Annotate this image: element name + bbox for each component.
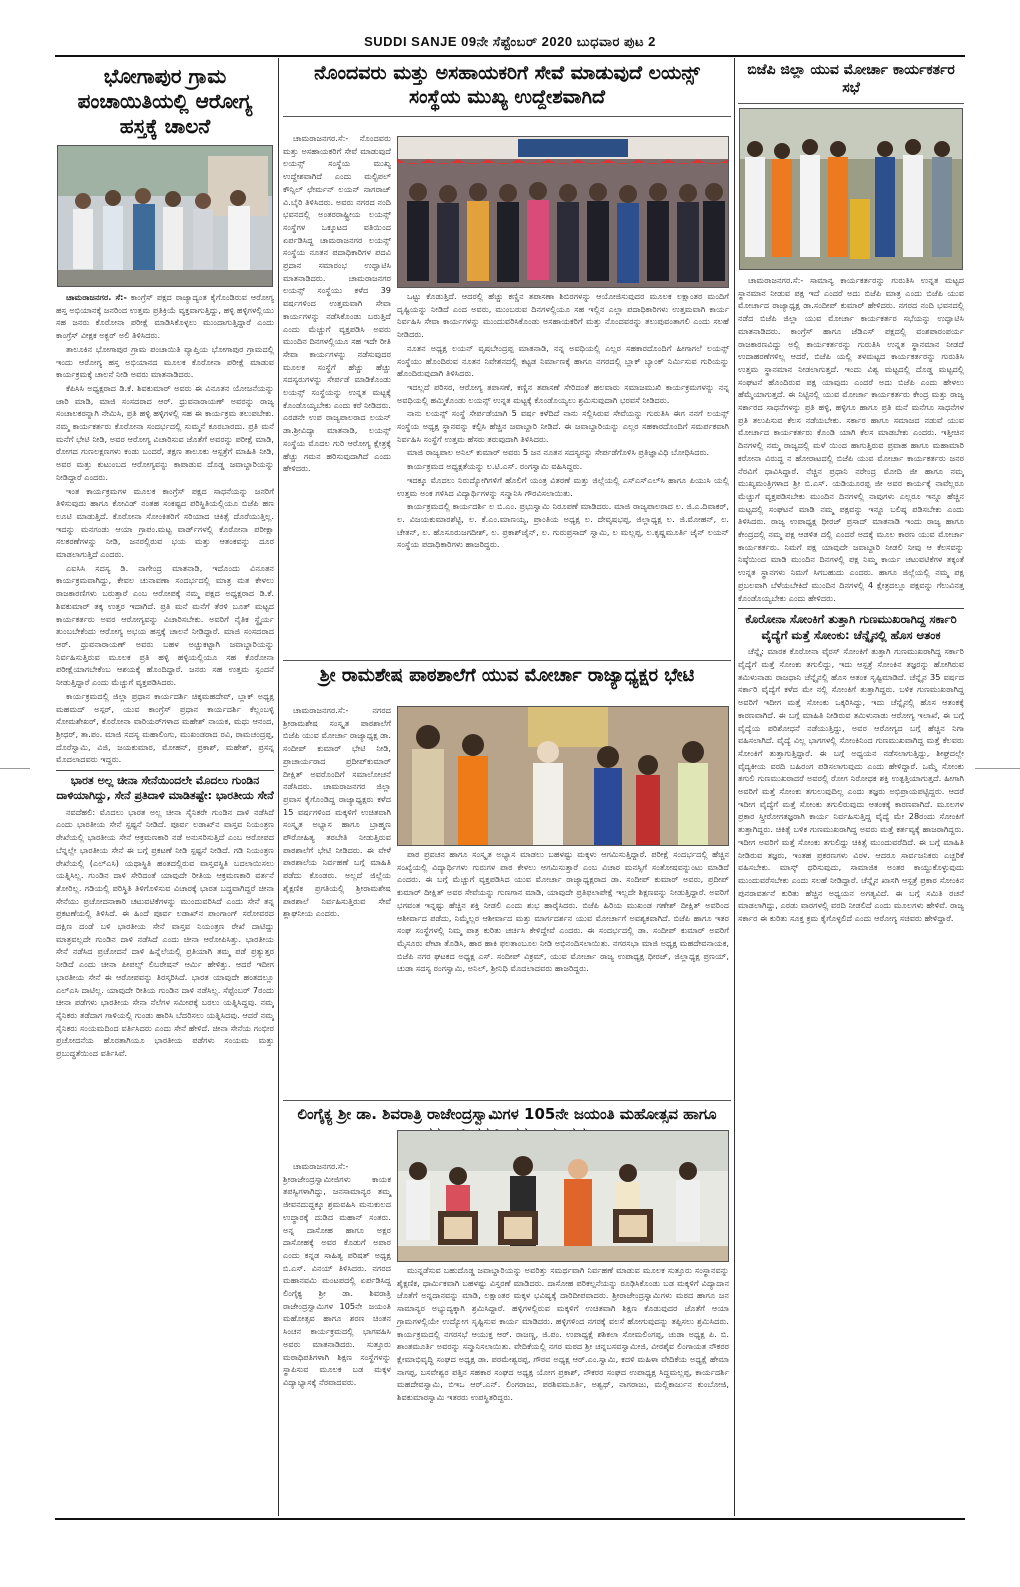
pathashala-right [397, 706, 729, 846]
lions-body-b6: ಕಾರ್ಯಕ್ರಮದ ಅಧ್ಯಕ್ಷತೆಯನ್ನು ಲ.ಟಿ.ಎಸ್. ರಂಗಸ್ವಾಮಿ ವಹಿಸಿದ್ದರು. [407, 461, 583, 472]
left-article [56, 291, 274, 766]
top-rule [55, 55, 965, 57]
morcha-meeting-photo [740, 109, 962, 269]
lions-event-photo [398, 137, 728, 287]
right-article [738, 274, 964, 604]
pathashala-col-d [397, 848, 729, 976]
shivarathri-right [397, 1130, 729, 1262]
left-body-5: ಎಐಸಿಸಿ ಸದಸ್ಯ ಡಿ. ನಾಗೇಂದ್ರ ಮಾತನಾಡಿ, ಇದೊಂದು ವಿನೂತನ ಕಾರ್ಯಕ್ರಮವಾಗಿದ್ದು, ಕೇವಲ ಚುನಾವಣಾ ಸಂದರ್ಭದಲ್ಲಿ ಮಾತ್ರ ಮತ ಕೇಳಲು ರಾಜಕಾರಣಿಗಳು ಬರುತ್ತಾರೆ ಎಂಬ ಆರೋಪಕ್ಕೆ ನಮ್ಮ ಪಕ್ಷದ ಅಧ್ಯಕ್ಷರಾದ ಡಿ.ಕೆ. ಶಿವಕುಮಾರ್ ತಕ್ಕ ಉತ್ತರ ಇದಾಗಿದೆ. ಪ್ರತಿ ಮನೆ ಮನೆಗೆ ತೆರಳಿ ಬೂತ್ ಮಟ್ಟದ ಕಾರ್ಯಕರ್ತರು ಅವರ ಆರೋಗ್ಯವನ್ನು ವಿಚಾರಿಸಬೇಕು. ಅವರಿಗೆ ನೈತಿಕ ಸ್ಥೈರ್ಯ ತುಂಬಬೇಕೆಂದು ಆರೋಗ್ಯ ಅಭಯ ಹಸ್ತಕ್ಕೆ ಚಾಲನೆ ನೀಡಿದ್ದಾರೆ. ಮಾಜಿ ಸಂಸದರಾದ ಆರ್. ಧ್ರುವನಾರಾಯಣ್ ಅವರು ಬಹಳ ಅಚ್ಚುಕಟ್ಟಾಗಿ ಜವಾಬ್ದಾರಿಯನ್ನು ನಿರ್ವಹಿಸುತ್ತಿರುವ ಮೂಲಕ ಪ್ರತಿ ಹಳ್ಳಿ ಹಳ್ಳಿಯಲ್ಲಿಯೂ ಸಹ ಕೊರೋನಾ ಪರೀಕ್ಷೆಯಾಗಬೇಕೆಂಬ ಆಶಯಕ್ಕೆ ಹೊಂದಿದ್ದಾರೆ. ಜನರು ಸಹ ಉತ್ತಮ ಸ್ಪಂದನೆ ನೀಡುತ್ತಿದ್ದಾರೆ ಎಂದು ಮೆಚ್ಚುಗೆ ವ್ಯಕ್ತಪಡಿಸಿದರು. [56, 562, 274, 688]
left-headline: ಭೋಗಾಪುರ ಗ್ರಾಮ ಪಂಚಾಯಿತಿಯಲ್ಲಿ ಆರೋಗ್ಯ ಹಸ್ತಕ್ಕೆ ಚಾಲನೆ [77, 64, 253, 138]
left-body-6: ಕಾರ್ಯಕ್ರಮದಲ್ಲಿ ಜಿಲ್ಲಾ ಪ್ರಧಾನ ಕಾರ್ಯದರ್ಶಿ ಚಿಕ್ಕಮಹದೇವ್, ಬ್ಲಾಕ್ ಅಧ್ಯಕ್ಷ ಮಹಮದ್ ಅಸ್ಗರ್, ಯುವ ಕಾಂಗ್ರೆಸ್ ಪ್ರಧಾನ ಕಾರ್ಯದರ್ಶಿ ಕೆಲ್ಲಂಬಳ್ಳಿ ಸೋಮಶೇಖರ್, ಕೊರೋನಾ ವಾರಿಯರ್‌ಗಳಾದ ಮಹೇಶ್ ನಾಯಕ, ಮಧು ಆನಂದ, ಶ್ರೀಧರ್, ತಾ.ಪಂ. ಮಾಜಿ ಸದಸ್ಯ ಮಹಾಲಿಂಗು, ಮುಖಂಡರಾದ ರವಿ, ರಾಮಚಂದ್ರಪ್ಪ, ದೊರೆಸ್ವಾಮಿ, ವಿಜಿ, ಜಯಕುಮಾರ, ಮೋಹನ್, ಪ್ರಕಾಶ್, ಮಹೇಶ್, ಪ್ರಸನ್ನ ಮೊದಲಾದವರು ಇದ್ದರು. [56, 690, 274, 765]
right-body-1: ಚಾಮರಾಜನಗರ.ಸೆ:- ಸಾಮಾನ್ಯ ಕಾರ್ಯಕರ್ತರನ್ನು ಗುರುತಿಸಿ ಉನ್ನತ ಮಟ್ಟದ ಸ್ಥಾನಮಾನ ನೀಡುವ ಪಕ್ಷ ಇದೆ ಎಂದರೆ ಅದು ಬಿಜೆಪಿ ಮಾತ್ರ ಎಂದು ಬಿಜೆಪಿ ಯುವ ಮೋರ್ಚಾದ ರಾಜ್ಯಾಧ್ಯಕ್ಷ ಡಾ.ಸಂದೀಪ್ ಕುಮಾರ್ ಹೇಳಿದರು. ನಗರದ ನಂದಿ ಭವನದಲ್ಲಿ ನಡೆದ ಬಿಜೆಪಿ ಜಿಲ್ಲಾ ಯುವ ಮೋರ್ಚಾ ಕಾರ್ಯಕರ್ತರ ಸಭೆಯನ್ನು ಉದ್ಘಾಟಿಸಿ ಮಾತನಾಡಿದರು. ಕಾಂಗ್ರೆಸ್ ಹಾಗೂ ಜೆಡಿಎಸ್ ಪಕ್ಷದಲ್ಲಿ ವಂಶಪಾರಂಪರ್ಯ ರಾಜಕಾರಣವಿದ್ದು ಅಲ್ಲಿ ಕಾರ್ಯಕರ್ತರನ್ನು ಗುರುತಿಸಿ ಉನ್ನತ ಸ್ಥಾನಮಾನ ನೀಡದೆ ಉದಾಹರಣೆಗಳಿಲ್ಲ ಆದರೆ, ಬಿಜೆಪಿ ಯಲ್ಲಿ ತಳಮಟ್ಟದ ಕಾರ್ಯಕರ್ತರನ್ನು ಗುರುತಿಸಿ ಉತ್ತಮ ಸ್ಥಾನಮಾನ ನೀಡಲಾಗುತ್ತದೆ. ಇಂದು ವಿಶ್ವ ಮಟ್ಟದಲ್ಲಿ ದೊಡ್ಡ ಮಟ್ಟದಲ್ಲಿ ಸಂಘಟನೆ ಹೊಂದಿರುವ ಪಕ್ಷ ಯಾವುದು ಎಂದರೆ ಅದು ಬಿಜೆಪಿ ಎಂದು ಹೇಳಲು ಹೆಮ್ಮೆಯಾಗುತ್ತದೆ. ಈ ನಿಟ್ಟಿನಲ್ಲಿ ಯುವ ಮೋರ್ಚಾ ಕಾರ್ಯಕರ್ತರು ಕೇಂದ್ರ ಮತ್ತು ರಾಜ್ಯ ಸರ್ಕಾರದ ಸಾಧನೆಗಳನ್ನು ಪ್ರತಿ ಹಳ್ಳಿ, ಹಳ್ಳಿಗೂ ಹಾಗೂ ಪ್ರತಿ ಮನೆ ಮನೆಗೂ ಸಾಧನೆಗಳ ಪ್ರತಿ ತಲುಪಿಸುವ ಕೆಲಸ ನಡೆಯಬೇಕು. ಸರ್ಕಾರ ಹಾಗೂ ಸಮಾಜದ ನಡುವೆ ಯುವ ಮೋರ್ಚಾದ ಕಾರ್ಯಕರ್ತರು ಕೊಂಡಿ ಯಾಗಿ ಕೆಲಸ ಮಾಡಬೇಕು ಎಂದರು. ಇತ್ತೀಚಿನ ದಿನಗಳಲ್ಲಿ ನಮ್ಮ ರಾಜ್ಯದಲ್ಲಿ ಮಳೆ ಯಿಂದ ಹಾಗುತ್ತಿರುವ ಪ್ರವಾಹ ಹಾಗೂ ಮಹಾಮಾರಿ ಕರೋನಾ ವಿರುದ್ಧ ನ ಹೋರಾಟದಲ್ಲಿ ಬಿಜೆಪಿ ಯುವ ಮೋರ್ಚಾ ಕಾರ್ಯಕರ್ತರು ಜನರ ನೆರವಿಗೆ ಧಾವಿಸಿದ್ದಾರೆ. ನೆಚ್ಚಿನ ಪ್ರಧಾನಿ ನರೇಂದ್ರ ಮೋದಿ ಜೀ ಹಾಗೂ ನಮ್ಮ ಮುಖ್ಯಮಂತ್ರಿಗಳಾದ ಶ್ರೀ ಬಿ.ಎಸ್. ಯಡಿಯೂರಪ್ಪ ಜೀ ಅವರ ಕಾರ್ಯಕ್ಕೆ ನಾವೆಲ್ಲರೂ ಮೆಚ್ಚುಗೆ ವ್ಯಕ್ತಪಡಿಸಬೇಕು ಮುಂದಿನ ದಿನಗಳಲ್ಲಿ ನಾವುಗಳು ಎಲ್ಲರೂ ಇನ್ನೂ ಹೆಚ್ಚಿನ ಮಟ್ಟದಲ್ಲಿ ಸಂಘಟನೆ ಮಾಡಿ ನಮ್ಮ ಪಕ್ಷವನ್ನು ಇನ್ನೂ ಬಲಿಷ್ಠ ಪಡಿಸಬೇಕು ಎಂದು ತಿಳಿಸಿದರು. ರಾಜ್ಯ ಉಪಾಧ್ಯಕ್ಷ ಧೀರಜ್ ಪ್ರಸಾದ್ ಮಾತನಾಡಿ ಇಂದು ರಾಜ್ಯ ಹಾಗೂ ಕೇಂದ್ರದಲ್ಲಿ ನಮ್ಮ ಪಕ್ಷ ಆಡಳಿತ ದಲ್ಲಿ ಎಂದರೆ ಅದಕ್ಕೆ ಮೂಲ ಕಾರಣ ಯುವ ಮೋರ್ಚಾ ಕಾರ್ಯಕರ್ತರು. ನಿಮಗೆ ಪಕ್ಷ ಯಾವುದೇ ಜವಾಬ್ದಾರಿ ನೀಡಲಿ ನೀವು ಆ ಕೆಲಸವನ್ನು ನಿಷ್ಠೆಯಿಂದ ಮಾಡಿ ಮುಂದಿನ ದಿನಗಳಲ್ಲಿ ಪಕ್ಷ ನಿಮ್ಮ ಕಾರ್ಯ ಚಟುವಟಿಕೆಗಳ ತಕ್ಕಂತೆ ಉನ್ನತ ಸ್ಥಾನಗಳು ನಿಮಗೆ ಸಿಗಬಹುದು ಎಂದರು. ಹಾಗೂ ಜಿಲ್ಲೆಯಲ್ಲಿ ನಮ್ಮ ಪಕ್ಷ ಪ್ರಬಲವಾಗಿ ಬೆಳೆಯಬೇಕಿದೆ ಮುಂದಿನ ದಿನಗಳಲ್ಲಿ 4 ಕ್ಷೇತ್ರದಲ್ಲೂ ಪಕ್ಷವನ್ನು ಗೆಲುವಿನತ್ತ ಕೊಂಡೊಯ್ಯಬೇಕು ಎಂದು ಹೇಳಿದರು. [738, 275, 964, 603]
left-article-2 [56, 806, 274, 1060]
right-headline: ಬಿಜೆಪಿ ಜಿಲ್ಲಾ ಯುವ ಮೋರ್ಚಾ ಕಾರ್ಯಕರ್ತರ ಸಭೆ [738, 60, 964, 104]
left-dateline: ಚಾಮರಾಜನಗರ. ಸೆ:- [66, 292, 127, 302]
lions-photo [397, 136, 729, 288]
bottom-rule [55, 1518, 965, 1520]
lions-body-b8: ಕಾರ್ಯಕ್ರಮದಲ್ಲಿ ಕಾರ್ಯದರ್ಶಿ ಲ ಬಿ.ಎಂ. ಪ್ರಭುಸ್ವಾಮಿ ನಿರೂಪಣೆ ಮಾಡಿದರು. ಮಾಜಿ ರಾಜ್ಯಪಾಲರಾದ ಲ. ಜಿ.ಎ.ದಿವಾಕರ್, ಲ. ವಿಜಯಕುಮಾರಶೆಟ್ಟಿ, ಲ. ಕೆ.ಎಂ.ಮಾಣಯ್ಯ, ಪ್ರಾಂತಿಯ ಅಧ್ಯಕ್ಷ ಲ. ದೇವೃಷಭಪ್ಪ, ಜಿಲ್ಲಾಧ್ಯಕ್ಷ ಲ. ಜಿ.ಮೋಹನ್, ಲ. ಚೇತನ್, ಲ. ಹೊಸೂರುಜಗದೀಶ್, ಲ. ಪ್ರಕಾಶ್‌ಜೈನ್, ಲ. ಗುರುಪ್ರಸಾದ್ ಸ್ವಾಮಿ, ಲ ಮಲ್ಲಪ್ಪ, ಲ.ಕೃಷ್ಣಮೂರ್ತಿ ಜೈನ್ ಲಯನ್ ಸಂಸ್ಥೆಯ ಪದಾಧಿಕಾರಿಗಳು ಹಾಜರಿದ್ದರು. [397, 501, 729, 550]
left-photo [57, 145, 273, 287]
pathashala-body-d: ಪಾಠ ಪ್ರವಚನ ಹಾಗೂ ಸಂಸ್ಕೃತ ಅಭ್ಯಾಸ ಮಾಡಲು ಬಹಳಷ್ಟು ಮಕ್ಕಳು ಆಗಮಿಸುತ್ತಿದ್ದಾರೆ. ಪರೀಕ್ಷೆ ಸಂದರ್ಭದಲ್ಲಿ ಹೆಚ್ಚಿನ ಸಂಖ್ಯೆಯಲ್ಲಿ ವಿದ್ಯಾರ್ಥಿಗಳು ಗುರುಗಳ ಪಾಠ ಕೇಳಲು ಆಗಮಿಸುತ್ತಾರೆ ಎಂಬ ವಿಚಾರ ಮನಸ್ಸಿಗೆ ಸಂತೋಷವನ್ನುಂಟು ಮಾಡಿದೆ ಎಂದರು. ಈ ಬಗ್ಗೆ ಮೆಚ್ಚುಗೆ ವ್ಯಕ್ತಪಡಿಸಿದ ಯುವ ಮೋರ್ಚಾ ರಾಜ್ಯಾಧ್ಯಕ್ಷರಾದ ಡಾ. ಸಂದೀಪ್ ಕುಮಾರ್ ಅವರು, ಪ್ರದೀಪ್ ಕುಮಾರ್ ದೀಕ್ಷಿತ್ ಅವರ ಸೇವೆಯನ್ನು ಗುಣಗಾನ ಮಾಡಿ, ಯಾವುದೇ ಪ್ರತಿಫಲಾಪೇಕ್ಷೆ ಇಲ್ಲದೇ ಶಿಕ್ಷಣವನ್ನು ನೀಡುತ್ತಿದ್ದಾರೆ. ಅವರಿಗೆ ಭಗವಂತ ಇನ್ನಷ್ಟು ಹೆಚ್ಚಿನ ಶಕ್ತಿ ನೀಡಲಿ ಎಂದು ಶುಭ ಹಾರೈಸಿದರು. ಬಿಜೆಪಿ ಹಿರಿಯ ಮುಖಂಡ ಗಣೇಶ್ ದೀಕ್ಷಿತ್ ಅವರಿಂದ ಆಶೀರ್ವಾದ ಪಡೆದು, ನಿಮ್ಮೆಲ್ಲರ ಆಶೀರ್ವಾದ ಮತ್ತು ಮಾರ್ಗದರ್ಶನ ಯುವ ಮೋರ್ಚಾಗೆ ಅವಶ್ಯಕವಾಗಿದೆ. ಬಿಜೆಪಿ ಹಾಗೂ ಇತರ ಸಂಘ ಸಂಸ್ಥೆಗಳಲ್ಲಿ ನಿಮ್ಮ ಪಾತ್ರ ಕುರಿತು ಚರ್ಚಿಸಿ ಕೇಳಿದ್ದೇವೆ ಎಂದರು. ಈ ಸಂದರ್ಭದಲ್ಲಿ ಡಾ. ಸಂದೀಪ್ ಕುಮಾರ್ ಅವರಿಗೆ ಮೈಸೂರು ಪೇಟಾ ತೊಡಿಸಿ, ಹಾರ ಹಾಕಿ ಫಲತಾಂಬೂಲ ನೀಡಿ ಅಭಿನಂದಿಸಲಾಯಿತು. ನಗರಸಭಾ ಮಾಜಿ ಅಧ್ಯಕ್ಷ ಮಹದೇವನಾಯಕ, ಬಿಜೆಪಿ ನಗರ ಘಟಕದ ಅಧ್ಯಕ್ಷ ಎಸ್. ಸಂದೀಪ್ ವಿಕ್ರಮ್, ಯುವ ಮೋರ್ಚಾ ರಾಜ್ಯ ಉಪಾಧ್ಯಕ್ಷ ಧೀರಜ್, ಜಿಲ್ಲಾಧ್ಯಕ್ಷ ಪ್ರಣಯ್, ಚುಡಾ ಸದಸ್ಯ ರಂಗಸ್ವಾಮಿ, ಅನಿಲ್, ಶ್ರೀನಿಧಿ ಮೊದಲಾದವರು ಹಾಜರಿದ್ದರು. [397, 849, 729, 974]
divider-right [734, 58, 735, 1516]
lions-body-b5: ಮಾಜಿ ರಾಜ್ಯಪಾಲ ಅನಿಲ್ ಕುಮಾರ್ ಅವರು 5 ಜನ ನೂತನ ಸದಸ್ಯರನ್ನು ಸೇರ್ಪಡೆಗೊಳಿಸಿ ಪ್ರತಿಜ್ಞಾವಿಧಿ ಬೋಧಿಸಿದರು. [407, 447, 710, 458]
center-headline: ನೊಂದವರು ಮತ್ತು ಅಸಹಾಯಕರಿಗೆ ಸೇವೆ ಮಾಡುವುದೆ ಲಯನ್ಸ್ ಸಂಸ್ಥೆಯ ಮುಖ್ಯ ಉದ್ದೇಶವಾಗಿದೆ [283, 60, 731, 117]
pathashala-col-c [283, 704, 391, 921]
center-column [283, 60, 731, 1515]
lions-body-b3: ಇದಲ್ಲದೆ ಪರಿಸರ, ಆರೋಗ್ಯ ತಪಾಸಣೆ, ಕಣ್ಣಿನ ತಪಾಸಣೆ ಸೇರಿದಂತೆ ಹಲವಾರು ಸಮಾಜಮುಖಿ ಕಾರ್ಯಕ್ರಮಗಳನ್ನು ನನ್ನ ಅವಧಿಯಲ್ಲಿ ಹಮ್ಮಿಕೊಂಡು ಲಯನ್ಸ್ ಉನ್ನತ ಮಟ್ಟಕ್ಕೆ ಕೊಂಡೊಯ್ಯಲು ಶ್ರಮಿಸುವುದಾಗಿ ಭರವಸೆ ನೀಡಿದರು. [397, 381, 729, 405]
left-body-4: ಇಂತ ಕಾರ್ಯಕ್ರಮಗಳ ಮೂಲಕ ಕಾಂಗ್ರೆಸ್ ಪಕ್ಷದ ಸಾಧನೆಯನ್ನು ಜನರಿಗೆ ತಿಳಿಸುವುದು ಹಾಗೂ ಕೋವಿಡ್ ನಂತಹ ಸಂಕಷ್ಟದ ಪರಿಸ್ಥಿತಿಯಲ್ಲಿಯೂ ಬಿಜೆಪಿ ಹಣ ಲೂಟಿ ಮಾಡುತ್ತಿದೆ. ಕೊರೋನಾ ಸೋಂಕಿತರಿಗೆ ಸರಿಯಾದ ಚಿಕಿತ್ಸೆ ದೊರೆಯುತ್ತಿಲ್ಲ. ಇದನ್ನು ಮನಗಂಡು ಆಯಾ ಗ್ರಾಪಂ.ಮಟ್ಟ ವಾರ್ಡ್‌ಗಳಲ್ಲಿ ಕೊರೋನಾ ಪರೀಕ್ಷಾ ಸಲಕರಣೆಗಳನ್ನು ನೀಡಿ, ಜನರಲ್ಲಿರುವ ಭಯ ಮತ್ತು ಆತಂಕವನ್ನು ದೂರ ಮಾಡಲಾಗುತ್ತಿದೆ ಎಂದರು. [56, 485, 274, 560]
masthead: SUDDI SANJE 09ನೇ ಸೆಪ್ಟೆಂಬರ್ 2020 ಬುಧವಾರ ಪುಟ 2 [364, 34, 656, 49]
shivarathri-col-f [397, 1264, 729, 1405]
pathashala-photo [397, 706, 729, 846]
shivarathri-headline: ಲಿಂಗೈಕ್ಯ ಶ್ರೀ ಡಾ. ಶಿವರಾತ್ರಿ ರಾಜೇಂದ್ರಸ್ವಾಮಿಗಳ 105ನೇ ಜಯಂತಿ ಮಹೋತ್ಸವ ಹಾಗೂ [283, 1100, 731, 1143]
left-body-1: ಕಾಂಗ್ರೆಸ್ ಪಕ್ಷದ ರಾಜ್ಯಾದ್ಯಂತ ಕೈಗೊಂಡಿರುವ ಆರೋಗ್ಯ ಹಸ್ತ ಅಭಿಯಾನಕ್ಕೆ ಜನರಿಂದ ಉತ್ತಮ ಪ್ರತಿಕ್ರಿಯೆ ವ್ಯಕ್ತವಾಗುತ್ತಿದ್ದು, ಹಳ್ಳಿ ಹಳ್ಳಿಗಳಲ್ಲಿಯು ಸಹ ಜನರು ಕೊರೋನಾ ಪರೀಕ್ಷೆ ಮಾಡಿಸಿಕೊಳ್ಳಲು ಮುಂದಾಗುತ್ತಿದ್ದಾರೆ ಎಂದು ಕಾಂಗ್ರೆಸ್ ವೀಕ್ಷಕ ಅಕ್ಬರ್ ಅಲಿ ತಿಳಿಸಿದರು. [56, 292, 274, 341]
lions-body-b4: ನಾನು ಲಯನ್ಸ್ ಸಂಸ್ಥೆ ಸೇರ್ಪಡೆಯಾಗಿ 5 ವರ್ಷ ಕಳೆದಿದೆ ನಾನು ಸಲ್ಲಿಸಿರುವ ಸೇವೆಯನ್ನು ಗುರುತಿಸಿ ಈಗ ನನಗೆ ಲಯನ್ಸ್ ಸಂಸ್ಥೆಯ ಅಧ್ಯಕ್ಷ ಸ್ಥಾನವನ್ನು ಕಲ್ಪಿಸಿ ಹೆಚ್ಚಿನ ಜವಾಬ್ದಾರಿ ನೀಡಿದೆ. ಈ ಜವಾಬ್ದಾರಿಯನ್ನು ಎಲ್ಲರ ಸಹಕಾರದೊಂದಿಗೆ ಸಮರ್ಪಕವಾಗಿ ನಿರ್ವಹಿಸಿ ಸಂಸ್ಥೆಗೆ ಉತ್ತಮ ಹೆಸರು ತರುವುದಾಗಿ ತಿಳಿಸಿದರು. [397, 408, 729, 444]
right-photo [739, 108, 963, 270]
margin-mark-left [0, 768, 30, 769]
shivarathri-event-photo [398, 1131, 728, 1261]
left-headline-2: ಭಾರತ ಅಲ್ಲ ಚೀನಾ ಸೇನೆಯಿಂದಲೇ ಮೊದಲು ಗುಂಡಿನ ದಾಳಿಯಾಗಿದ್ದು, ಸೇನೆ ಪ್ರತಿದಾಳಿ ಮಾಡಿತಷ್ಟೇ: ಭಾರತೀಯ ಸೇನೆ [56, 770, 274, 804]
left-column [56, 60, 274, 1515]
shivarathri-body-f: ಮುನ್ನಡೆಸುವ ಬಹುದೊಡ್ಡ ಜವಾಬ್ದಾರಿಯನ್ನು ಅವರಿತ್ತು ಸಮರ್ಥವಾಗಿ ನಿರ್ವಹಣೆ ಮಾಡುವ ಮೂಲಕ ಸುತ್ತೂರು ಸಂಸ್ಥಾನವನ್ನು ಶೈಕ್ಷಣಿಕ, ಧಾರ್ಮಿಕವಾಗಿ ಬಹಳಷ್ಟು ವಿಸ್ತರಣೆ ಮಾಡಿದರು. ದಾಸೋಹ ಪರಿಕಲ್ಪನೆಯನ್ನು ರೂಢಿಸಿಕೊಂಡು ಬಡ ಮಕ್ಕಳಿಗೆ ವಿದ್ಯಾದಾನ ಜೊತೆಗೆ ಅನ್ನದಾನವನ್ನು ಮಾಡಿ, ಲಕ್ಷಾಂತರ ಮಕ್ಕಳ ಭವಿಷ್ಯಕ್ಕೆ ದಾರಿದೀಪವಾದರು. ಶ್ರೀರಾಜೇಂದ್ರಸ್ವಾಮಿಗಳು ಮಠದ ಹಾಗೂ ಜನ ಸಾಮಾನ್ಯರ ಅಭ್ಯುದ್ಯಕ್ಕಾಗಿ ಶ್ರಮಿಸಿದ್ದಾರೆ. ಹಳ್ಳಿಗಳಲ್ಲಿರುವ ಮಕ್ಕಳಿಗೆ ಉಚಿತವಾಗಿ ಶಿಕ್ಷಣ ಕೊಡುವುದರ ಜೊತೆಗೆ ಆಯಾ ಗ್ರಾಮಗಳಲ್ಲಿಯೇ ಉದ್ಯೋಗ ಸೃಷ್ಟಿಸುವ ಕಾರ್ಯ ಮಾಡಿದರು. ಹಳ್ಳಿಗಳಿಂದ ನಗರಕ್ಕೆ ವಲಸೆ ಹೋಗುವುದನ್ನು ತಪ್ಪಿಸಲು ಶ್ರಮಿಸಿದರು. ಕಾರ್ಯಕ್ರಮದಲ್ಲಿ ನಗರಸಭೆ ಆಯುಕ್ತ ಆರ್. ರಾಜಣ್ಣ, ಜಿ.ಪಂ. ಉಪಾಧ್ಯಕ್ಷೆ ಶಶಿಕಲಾ ಸೋಮಲಿಂಗಪ್ಪ, ಚುಡಾ ಅಧ್ಯಕ್ಷ ಪಿ. ಬಿ. ಶಾಂತಮೂರ್ತಿ ಅವರನ್ನು ಸನ್ಮಾನಿಸಲಾಯಿತು. ವೇದಿಕೆಯಲ್ಲಿ ನಗರ ಮಠದ ಶ್ರೀ ಚನ್ನಬಸವಸ್ವಾಮೀಜಿ, ವೀರಶೈವ ಲಿಂಗಾಯತ ನೌಕರರ ಕ್ಷೇಮಾಭಿವೃದ್ಧಿ ಸಂಘದ ಅಧ್ಯಕ್ಷ ಡಾ. ಪರಮೇಶ್ವರಪ್ಪ, ಗೌರವ ಅಧ್ಯಕ್ಷ ಆರ್.ಎಂ.ಸ್ವಾಮಿ, ಕದಳಿ ಮಹಿಳಾ ವೇದಿಕೆಯ ಅಧ್ಯಕ್ಷೆ ಹೇಮಾ ನಾಗಪ್ಪ, ಬಸವೇಶ್ವರ ಪತ್ತಿನ ಸಹಕಾರ ಸಂಘದ ಅಧ್ಯಕ್ಷ ಯೋಗ ಪ್ರಕಾಶ್, ನೌಕರರ ಸಂಘದ ಉಪಾಧ್ಯಕ್ಷ ಸಿದ್ದಮಲ್ಲಪ್ಪ, ಕಾರ್ಯದರ್ಶಿ ಮಹದೇವಸ್ವಾಮಿ, ಬಿಇಒ ಆರ್.ಎನ್. ಲಿಂಗರಾಜು, ಪರಶಿವಮೂರ್ತಿ, ಅಶ್ವಥ್, ನಾಗರಾಜು, ಮಲ್ಲಿಕಾರ್ಜುನ ಕುಂಬೋಜಿ, ಶಿವಕುಮಾರಸ್ವಾಮಿ ಇತರರು ಉಪಸ್ಥಿತರಿದ್ದರು. [397, 1265, 729, 1403]
lions-body-b2: ನೂತನ ಅಧ್ಯಕ್ಷ ಲಯನ್ ವೃಷಬೇಂದ್ರಪ್ಪ ಮಾತನಾಡಿ, ನನ್ನ ಅವಧಿಯಲ್ಲಿ ಎಲ್ಲರ ಸಹಕಾರದೊಂದಿಗೆ ಹೀಗಾಗಲೆ ಲಯನ್ಸ್ ಸಂಸ್ಥೆಯು ಹೊಂದಿರುವ ನೂತನ ನಿವೇಶನದಲ್ಲಿ ಕಟ್ಟಡ ನಿರ್ಮಾಣಕ್ಕೆ ಹಾಗೂ ನಗರದಲ್ಲಿ ಬ್ಲಾಕ್ ಬ್ಯಾಂಕ್ ನಿರ್ಮಿಸುವ ಗುರಿಯನ್ನು ಹೊಂದಿರುವುದಾಗಿ ತಿಳಿಸಿದರು. [397, 342, 729, 379]
margin-mark-right [975, 768, 1020, 769]
left-body-2: ತಾಲೂಕಿನ ಭೋಗಾಪುರ ಗ್ರಾಮ ಪಂಚಾಯಿತಿ ವ್ಯಾಪ್ತಿಯ ಭೋಗಾಪುರ ಗ್ರಾಮದಲ್ಲಿ ಇಂದು ಆರೋಗ್ಯ ಹಸ್ತ ಅಭಿಯಾನದ ಮೂಲಕ ಕೊರೋನಾ ಪರೀಕ್ಷೆ ಮಾಡುವ ಕಾರ್ಯಕ್ರಮಕ್ಕೆ ಚಾಲನೆ ನೀಡಿ ಅವರು ಮಾತನಾಡಿದರು. [56, 343, 274, 380]
pathashala-headline: ಶ್ರೀ ರಾಮಶೇಷ ಪಾಠಶಾಲೆಗೆ ಯುವ ಮೋರ್ಚಾ ರಾಜ್ಯಾಧ್ಯಕ್ಷರ ಭೇಟಿ [283, 660, 731, 688]
shivarathri-photo [397, 1130, 729, 1262]
lions-body-a: ಚಾಮರಾಜನಗರ.ಸೆ:- ನೊಂದವರು ಮತ್ತು ಅಸಹಾಯಕರಿಗೆ ಸೇವೆ ಮಾಡುವುದೆ ಲಯನ್ಸ್ ಸಂಸ್ಥೆಯ ಮುಖ್ಯ ಉದ್ದೇಶವಾಗಿದೆ ಎಂದು ಮಲ್ಟಿಪಲ್ ಕೌನ್ಸಿಲ್ ಛೇರ್ಮನ್ ಲಯನ್ ನಾಗರಾಜ್ ವಿ.ಬೈರಿ ತಿಳಿಸಿದರು. ಅವರು ನಗರದ ನಂದಿ ಭವನದಲ್ಲಿ ಅಂತರರಾಷ್ಟ್ರೀಯ ಲಯನ್ಸ್ ಸಂಸ್ಥೆಗಳ ಒಕ್ಕೂಟದ ವತಿಯಿಂದ ಏರ್ಪಡಿಸಿದ್ದ ಚಾಮರಾಜನಗರ ಲಯನ್ಸ್ ಸಂಸ್ಥೆಯ ನೂತನ ಪದಾಧಿಕಾರಿಗಳ ಪದವಿ ಪ್ರದಾನ ಸಮಾರಂಭ ಉದ್ಘಾಟಿಸಿ ಮಾತನಾಡಿದರು. ಚಾಮರಾಜನಗರ ಲಯನ್ಸ್ ಸಂಸ್ಥೆಯು ಕಳೆದ 39 ವರ್ಷಗಳಿಂದ ಉತ್ತಮವಾಗಿ ಸೇವಾ ಕಾರ್ಯಗಳನ್ನು ನಡೆಸಿಕೊಂಡು ಬರುತ್ತಿದೆ ಎಂದು ಮೆಚ್ಚುಗೆ ವ್ಯಕ್ತಪಡಿಸಿ ಅವರು ಮುಂದಿನ ದಿನಗಳಲ್ಲಿಯೂ ಸಹ ಇದೇ ರೀತಿ ಸೇವಾ ಕಾರ್ಯಗಳನ್ನು ನಡೆಸುವುದರ ಮೂಲಕ ಸಂಸ್ಥೆಗೆ ಹೆಚ್ಚು ಹೆಚ್ಚು ಸದಸ್ಯರುಗಳನ್ನು ಸೇರ್ಪಡೆ ಮಾಡಿಕೊಂಡು ಲಯನ್ಸ್ ಸಂಸ್ಥೆಯನ್ನು ಉನ್ನತ ಮಟ್ಟಕ್ಕೆ ಕೊಂಡೊಯ್ಯಬೇಕು ಎಂದು ಕರೆ ನೀಡಿದರು. ಎರಡನೇ ಉಪ ರಾಜ್ಯಪಾಲರಾದ ಲಯನ್ ಡಾ.ಶ್ರೀವಿದ್ಯಾ ಮಾತನಾಡಿ, ಲಯನ್ಸ್ ಸಂಸ್ಥೆಯ ಮೊದಲ ಗುರಿ ಆರೋಗ್ಯ ಕ್ಷೇತ್ರಕ್ಕೆ ಹೆಚ್ಚು ಗಮನ ಹರಿಸುವುದಾಗಿದೆ ಎಂದು ಹೇಳಿದರು. [283, 133, 391, 474]
lions-body-b7: ಇದಕ್ಕೂ ಮೊದಲು ನಿರುದ್ಯೋಗಿಗಳಿಗೆ ಹೊಲಿಗೆ ಯಂತ್ರ ವಿತರಣೆ ಮತ್ತು ಜಿಲ್ಲೆಯಲ್ಲಿ ಎಸ್‌ಎಸ್‌ಎಲ್‌ಸಿ ಹಾಗೂ ಪಿಯುಸಿ ಯಲ್ಲಿ ಉತ್ತಮ ಅಂಕ ಗಳಿಸಿದ ವಿದ್ಯಾರ್ಥಿಗಳನ್ನು ಸನ್ಮಾನಿಸಿ ಗೌರವಿಸಲಾಯಿತು. [397, 474, 729, 498]
lions-col-a [283, 132, 391, 476]
lions-right [397, 136, 729, 288]
health-camp-photo [58, 146, 272, 286]
right-body-2: ಚೆನ್ನೈ: ಮಾರಕ ಕೊರೋನಾ ವೈರಸ್ ಸೋಂಕಿಗೆ ತುತ್ತಾಗಿ ಗುಣಮುಖರಾಗಿದ್ದ ಸರ್ಕಾರಿ ವೈದ್ಯೆಗೆ ಮತ್ತೆ ಸೋಂಕು ತಗುಲಿದ್ದು, ಇದು ಆಸ್ಪತ್ರೆ ಸೋಂಕಿನ ತಜ್ಞರನ್ನು ಹೋಗಿರುವ ತಮಿಳುನಾಡು ರಾಜಧಾನಿ ಚೆನ್ನೈನಲ್ಲಿ ಹೊಸ ಆತಂಕ ಸೃಷ್ಟಿಮಾಡಿದೆ. ಚೆನ್ನೈನ 35 ವರ್ಷದ ಸರ್ಕಾರಿ ವೈದ್ಯೆಗೆ ಕಳೆದ ಮೇ ನಲ್ಲಿ ಸೋಂಕಿಗೆ ತುತ್ತಾಗಿದ್ದರು. ಬಳಿಕ ಗುಣಮುಖರಾಗಿದ್ದ ಅವರಿಗೆ ಇದೀಗ ಮತ್ತೆ ಸೋಂಕು ಒಕ್ಕರಿಸಿದ್ದು, ಇದು ಚೆನ್ನೈನಲ್ಲಿ ಹೊಸ ಆತಂಕಕ್ಕೆ ಕಾರಣವಾಗಿದೆ. ಈ ಬಗ್ಗೆ ಮಾಹಿತಿ ನೀಡಿರುವ ತಮಿಳುನಾಡು ಆರೋಗ್ಯ ಇಲಾಖೆ, ಈ ಬಗ್ಗೆ ವೈದ್ಯೆಯ ಪರಿಶೋಧನೆ ನಡೆಯುತ್ತಿದ್ದು, ಅವರ ಆರೋಗ್ಯದ ಬಗ್ಗೆ ಹೆಚ್ಚಿನ ನಿಗಾ ವಹಿಸಲಾಗಿದೆ. ವೈದ್ಯೆ ವಿಲ್ಲ ಭಾಗಗಳಲ್ಲಿ ಸೋಂಕಿನಿಂದ ಗುಣಮುಖವಾಗಿದ್ದ ಮತ್ತೆ ಕೆಲವರು ಸೋಂಕಿಗೆ ತುತ್ತಾಗುತ್ತಿದ್ದಾರೆ. ಈ ಬಗ್ಗೆ ಅಧ್ಯಯನ ನಡೆಸಲಾಗುತ್ತಿದ್ದು, ಶೀಘ್ರದಲ್ಲೇ ವೈದ್ಯಕೀಯ ವರದಿ ಬಹಿರಂಗ ಪಡಿಸಲಾಗುವುದು ಎಂದು ಹೇಳಿದ್ದಾರೆ. ಒಮ್ಮೆ ಸೋಂಕು ತಗುಲಿ ಗುಣಮುಖರಾದರೆ ಅವರಲ್ಲಿ ರೋಗ ನಿರೋಧಕ ಶಕ್ತಿ ಉತ್ಪತ್ತಿಯಾಗುತ್ತದೆ. ಹೀಗಾಗಿ ಅವರಿಗೆ ಮತ್ತೆ ಸೋಂಕು ತಗುಲುವುದಿಲ್ಲ ಎಂದು ತಜ್ಞರು ಅಭಿಪ್ರಾಯಪಟ್ಟಿದ್ದರು. ಆದರೆ ಇದೀಗ ವೈದ್ಯೆಗೆ ಮತ್ತೆ ಸೋಂಕು ತಗುಲಿರುವುದು ಆತಂಕಕ್ಕೆ ಕಾರಣವಾಗಿದೆ. ಮೂಲಗಳ ಪ್ರಕಾರ ಸ್ತ್ರೀರೋಗತಜ್ಞರಾಗಿ ಕಾರ್ಯ ನಿರ್ವಹಿಸುತ್ತಿದ್ದ ವೈದ್ಯೆ ಮೇ 28ರಂದು ಸೋಂಕಿಗೆ ತುತ್ತಾಗಿದ್ದರು. ಚಿಕಿತ್ಸೆ ಬಳಿಕ ಗುಣಮುಖರಾಗಿದ್ದ ಅವರು ಮತ್ತೆ ಕರ್ತವ್ಯಕ್ಕೆ ಹಾಜರಾಗಿದ್ದರು. ಇದೀಗ ಅವರಿಗೆ ಮತ್ತೆ ಸೋಂಕು ತಗುಲಿದ್ದು ಚಿಕಿತ್ಸೆ ಮುಂದುವರೆದಿದೆ. ಈ ಬಗ್ಗೆ ಮಾಹಿತಿ ನೀಡಿರುವ ತಜ್ಞರು, ಇಂತಹ ಪ್ರಕರಣಗಳು ವಿರಳ. ಆದರೂ ಸಾರ್ವಜನಿಕರು ಎಚ್ಚರಿಕೆ ವಹಿಸಬೇಕು. ಮಾಸ್ಕ್ ಧರಿಸುವುದು, ಸಾಮಾಜಿಕ ಅಂತರ ಕಾಯ್ದುಕೊಳ್ಳುವುದು ಮುಂದುವರೆಸಬೇಕು ಎಂದು ಸಲಹೆ ನೀಡಿದ್ದಾರೆ. ಚೆನ್ನೈನ ಖಾಸಗಿ ಆಸ್ಪತ್ರೆ ಪ್ರಕಾರ ಸೋಂಕಿನ ಪುನರಾವರ್ತನೆ ಕುರಿತು ಹೆಚ್ಚಿನ ಅಧ್ಯಯನ ಅಗತ್ಯವಿದೆ. ಈ ಬಗ್ಗೆ ಸಮಿತಿ ರಚನೆ ಮಾಡಲಾಗಿದ್ದು, ಎರಡು ವಾರಗಳಲ್ಲಿ ವರದಿ ನೀಡಲಿದೆ ಎಂದು ಮೂಲಗಳು ಹೇಳಿವೆ. ರಾಜ್ಯ ಸರ್ಕಾರ ಈ ಕುರಿತು ಸೂಕ್ತ ಕ್ರಮ ಕೈಗೊಳ್ಳಲಿದೆ ಎಂದು ಆರೋಗ್ಯ ಸಚಿವರು ಹೇಳಿದ್ದಾರೆ. [738, 646, 964, 924]
left-body-7: ನವದೆಹಲಿ: ಮೊದಲು ಭಾರತ ಅಲ್ಲ ಚೀನಾ ಸೈನಿಕರೇ ಗುಂಡಿನ ದಾಳಿ ನಡೆಸಿದೆ ಎಂದು ಭಾರತೀಯ ಸೇನೆ ಸ್ಪಷ್ಟನೆ ನೀಡಿದೆ. ಪೂರ್ವ ಲಡಾಖ್‌ನ ವಾಸ್ತವ ನಿಯಂತ್ರಣ ರೇಖೆಯಲ್ಲಿ ಭಾರತೀಯ ಸೇನೆ ಆಕ್ರಮಣಕಾರಿ ನಡೆ ಅನುಸರಿಸುತ್ತಿದೆ ಎಂಬ ಆರೋಪದ ಬೆನ್ನಲ್ಲೇ ಭಾರತೀಯ ಸೇನೆ ಈ ಬಗ್ಗೆ ಪ್ರಕಟಣೆ ನೀಡಿ ಸ್ಪಷ್ಟನೆ ನೀಡಿದೆ. ಗಡಿ ನಿಯಂತ್ರಣ ರೇಖೆಯಲ್ಲಿ (ಎಲ್‌ಎಸಿ) ಯಥಾಸ್ಥಿತಿ ಹಂತದಲ್ಲಿರುವ ವಾಸ್ತವಸ್ಥಿತಿ ಬದಲಾಯಿಸಲು ಯತ್ನಿಸಿಲ್ಲ. ಗುಂಡಿನ ದಾಳಿ ಸೇರಿದಂತೆ ಯಾವುದೇ ರೀತಿಯ ಆಕ್ರಮಣಕಾರಿ ವರ್ತನೆ ತೋರಿಲ್ಲ. ಗಡಿಯಲ್ಲಿ ಪರಿಸ್ಥಿತಿ ತಿಳಿಗೊಳಿಸುವ ವಿಚಾರಕ್ಕೆ ಭಾರತ ಬದ್ಧವಾಗಿದ್ದರೆ ಚೀನಾ ಸೇನೆಯು ಪ್ರಚೋದನಾಕಾರಿ ಚಟುವಟಿಕೆಗಳನ್ನು ಮುಂದುವರಿಸಿದೆ ಎಂದು ಸೇನೆ ತನ್ನ ಪ್ರಕಟಣೆಯಲ್ಲಿ ತಿಳಿಸಿದೆ. ಈ ಹಿಂದೆ ಪೂರ್ವ ಲಡಾಖ್‌ನ ಪಾಂಗಾಂಗ್ ಸರೋವರದ ದಕ್ಷಿಣ ದಂಡೆ ಬಳಿ ಭಾರತೀಯ ಸೇನೆ ವಾಸ್ತವ ನಿಯಂತ್ರಣ ರೇಖೆ ದಾಟಿದ್ದು ಮಾತ್ರವಲ್ಲದೇ ಗುಂಡಿನ ದಾಳಿ ನಡೆಸಿದೆ ಎಂದು ಚೀನಾ ಆರೋಪಿಸಿತ್ತು. ಭಾರತೀಯ ಸೇನೆ ನಡೆಸಿದ ಪ್ರಚೋದನೆ ದಾಳಿ ಹಿನ್ನೆಲೆಯಲ್ಲಿ ಪ್ರತಿಯಾಗಿ ತಮ್ಮ ಪಡೆ ಪ್ರತ್ಯುತ್ತರ ನೀಡಿದೆ ಎಂದು ಚೀನಾ ಪೀಪಲ್ಸ್ ಲಿಬರೇಷನ್ ಆರ್ಮಿ ಹೇಳಿತ್ತು. ಆದರೆ ಇದೀಗ ಭಾರತೀಯ ಸೇನೆ ಈ ಆರೋಪವನ್ನು ತಿರಸ್ಕರಿಸಿದೆ. ಭಾರತ ಯಾವುದೇ ಹಂತದಲ್ಲೂ ಎಲ್‌ಎಸಿ ದಾಟಿಲ್ಲ. ಯಾವುದೇ ರೀತಿಯ ಗುಂಡಿನ ದಾಳಿ ನಡೆಸಿಲ್ಲ. ಸೆಪ್ಟೆಂಬರ್ 7ರಂದು ಚೀನಾ ಪಡೆಗಳು ಭಾರತೀಯ ಸೇನಾ ನೆಲೆಗಳ ಸಮೀಪಕ್ಕೆ ಬರಲು ಯತ್ನಿಸಿದ್ದವು. ನಮ್ಮ ಸೈನಿಕರು ತಡೆದಾಗ ಗಾಳಿಯಲ್ಲಿ ಗುಂಡು ಹಾರಿಸಿ ಬೆದರಿಸಲು ಯತ್ನಿಸಿದವು. ಆದರೆ ನಮ್ಮ ಸೈನಿಕರು ಸಂಯಮದಿಂದ ವರ್ತಿಸಿದರು ಎಂದು ಸೇನೆ ಹೇಳಿದೆ. ಚೀನಾ ಸೇನೆಯ ಗಂಭೀರ ಪ್ರಚೋದನೆಯ ಹೊರತಾಗಿಯೂ ಭಾರತೀಯ ಪಡೆಗಳು ಸಂಯಮ ಮತ್ತು ಪ್ರಬುದ್ಧತೆಯಿಂದ ವರ್ತಿಸಿವೆ. [56, 806, 274, 1059]
divider-left [278, 58, 279, 1516]
left-body-3: ಕೆಪಿಸಿಸಿ ಅಧ್ಯಕ್ಷರಾದ ಡಿ.ಕೆ. ಶಿವಕುಮಾರ್ ಅವರು ಈ ವಿನೂತನ ಯೋಜನೆಯನ್ನು ಜಾರಿ ಮಾಡಿ, ಮಾಜಿ ಸಂಸದರಾದ ಆರ್. ಧ್ರುವನಾರಾಯಣ್ ಅವರನ್ನು ರಾಜ್ಯ ಸಂಚಾಲಕರನ್ನಾಗಿ ನೇಮಿಸಿ, ಪ್ರತಿ ಹಳ್ಳಿ ಹಳ್ಳಿಗಳಲ್ಲಿ ಸಹ ಈ ಕಾರ್ಯಕ್ರಮ ತಲುಪಬೇಕು. ನಮ್ಮ ಕಾರ್ಯಕರ್ತರು ಕೊರೋನಾ ಸಂದರ್ಭದಲ್ಲಿ ಸುಮ್ಮನೆ ಕೂರಬಾರದು. ಪ್ರತಿ ಮನೆ ಮನೆಗೆ ಭೇಟಿ ನೀಡಿ, ಅವರ ಆರೋಗ್ಯ ವಿಚಾರಿಸುವ ಜೊತೆಗೆ ಅವರನ್ನು ಪರೀಕ್ಷೆ ಮಾಡಿ, ರೋಗದ ಗುಣಲಕ್ಷಣಗಳು ಕಂಡು ಬಂದರೆ, ತಕ್ಷಣ ತಾಲೂಕು ಆಸ್ಪತ್ರೆಗೆ ಮಾಹಿತಿ ನೀಡಿ, ಅವರ ಮತ್ತು ಕುಟುಂಬದ ಆರೋಗ್ಯವನ್ನು ಕಾಪಾಡುವ ದೊಡ್ಡ ಜವಾಬ್ದಾರಿಯನ್ನು ನೀಡಿದ್ದಾರೆ ಎಂದರು. [56, 382, 274, 482]
pathashala-body-c: ಚಾಮರಾಜನಗರ.ಸೆ:- ನಗರದ ಶ್ರೀರಾಮಶೇಷ ಸಂಸ್ಕೃತ ಪಾಠಶಾಲೆಗೆ ಬಿಜೆಪಿ ಯುವ ಮೋರ್ಚಾ ರಾಜ್ಯಾಧ್ಯಕ್ಷ ಡಾ. ಸಂದೀಪ್ ಕುಮಾರ್ ಭೇಟಿ ನೀಡಿ, ಪ್ರಾಚಾರ್ಯರಾದ ಪ್ರದೀಪ್‌ಕುಮಾರ್ ದೀಕ್ಷಿತ್ ಅವರೊಂದಿಗೆ ಸಮಾಲೋಚನೆ ನಡೆಸಿದರು. ಚಾಮರಾಜನಗರ ಜಿಲ್ಲಾ ಪ್ರವಾಸ ಕೈಗೊಂಡಿದ್ದ ರಾಜ್ಯಾಧ್ಯಕ್ಷರು ಕಳೆದ 15 ವರ್ಷಗಳಿಂದ ಮಕ್ಕಳಿಗೆ ಉಚಿತವಾಗಿ ಸಂಸ್ಕೃತ ಅಭ್ಯಾಸ ಹಾಗೂ ಬ್ರಾಹ್ಮಣ ಪೌರೋಹಿತ್ಯ ತರಬೇತಿ ನೀಡುತ್ತಿರುವ ಪಾಠಶಾಲೆಗೆ ಭೇಟಿ ನೀಡಿದರು. ಈ ವೇಳೆ ಪಾಠಶಾಲೆಯ ನಿರ್ವಹಣೆ ಬಗ್ಗೆ ಮಾಹಿತಿ ಪಡೆದು ಕೊಂಡರು. ಅಲ್ಲದೆ ಜಿಲ್ಲೆಯ ಶೈಕ್ಷಣಿಕ ಪ್ರಗತಿಯಲ್ಲಿ ಶ್ರೀರಾಮಶೇಷ ಪಾಠಶಾಲೆ ನಿರ್ವಹಿಸುತ್ತಿರುವ ಸೇವೆ ಶ್ಲಾಘನೀಯ ಎಂದರು. [283, 705, 391, 919]
lions-body-b1: ಒಟ್ಟು ಕೊಡುತ್ತಿದೆ. ಆದರಲ್ಲಿ ಹೆಚ್ಚು ಕಣ್ಣಿನ ತಪಾಸಣಾ ಶಿಬಿರಗಳನ್ನು ಆಯೋಜಿಸುವುದರ ಮೂಲಕ ಲಕ್ಷಾಂತರ ಮಂದಿಗೆ ದೃಷ್ಟಿಯನ್ನು ನೀಡಿದೆ ಎಂದ ಅವರು, ಮುಂಬರುವ ದಿನಗಳಲ್ಲಿಯೂ ಸಹ ಇಲ್ಲಿನ ಎಲ್ಲಾ ಪದಾಧಿಕಾರಿಗಳು ಉತ್ತಮವಾಗಿ ಕಾರ್ಯ ನಿರ್ವಹಿಸಿ ಸೇವಾ ಕಾರ್ಯಗಳನ್ನು ಮುಂದುವರಿಸಿಕೊಂಡು ಅಸಹಾಯಕರಿಗೆ ಮತ್ತು ನೊಂದವರನ್ನು ತಲುಪುವಂತಾಗಲಿ ಎಂದು ಸಲಹೆ ನೀಡಿದರು. [397, 291, 729, 340]
right-column [738, 60, 964, 1515]
pathashala-event-photo [398, 707, 728, 845]
lions-col-b [397, 290, 729, 552]
right-article-2 [738, 645, 964, 924]
right-headline-2: ಕೊರೋನಾ ಸೋಂಕಿಗೆ ತುತ್ತಾಗಿ ಗುಣಮುಖರಾಗಿದ್ದ ಸರ್ಕಾರಿ ವೈದ್ಯೆಗೆ ಮತ್ತೆ ಸೋಂಕು: ಚೆನ್ನೈನಲ್ಲಿ ಹೊಸ ಆತಂಕ [738, 608, 964, 643]
shivarathri-body-e: ಚಾಮರಾಜನಗರ.ಸೆ:- ಶ್ರೀರಾಜೇಂದ್ರಸ್ವಾಮೀಜಿಗಳು ಕಾಯಕ ತಪಸ್ವಿಗಳಾಗಿದ್ದು, ಜನಸಾಮಾನ್ಯರ ತಮ್ಮ ಜೀವನದುದ್ದಕ್ಕೂ ಶ್ರಮವಹಿಸಿ ಮನುಕುಲದ ಉದ್ಧಾರಕ್ಕೆ ದುಡಿದ ಮಹಾನ್ ಸಂತರು. ಅನ್ನ ದಾಸೋಹ ಹಾಗೂ ಅಕ್ಷರ ದಾಸೋಹಕ್ಕೆ ಅವರ ಕೊಡುಗೆ ಅಪಾರ ಎಂದು ಕನ್ನಡ ಸಾಹಿತ್ಯ ಪರಿಷತ್ ಅಧ್ಯಕ್ಷ ಬಿ.ಎಸ್. ವಿನಯ್ ತಿಳಿಸಿದರು. ನಗರದ ಮಹಾನವಮಿ ಮಂಟಪದಲ್ಲಿ ಏರ್ಪಡಿಸಿದ್ದ ಲಿಂಗೈಕ್ಯ ಶ್ರೀ ಡಾ. ಶಿವರಾತ್ರಿ ರಾಜೇಂದ್ರಸ್ವಾಮಿಗಳ 105ನೇ ಜಯಂತಿ ಮಹೋತ್ಸವ ಹಾಗೂ ಶರಣ ಚಿಂತನ ಸಿಂಚನ ಕಾರ್ಯಕ್ರಮದಲ್ಲಿ ಭಾಗವಹಿಸಿ ಅವರು ಮಾತನಾಡಿದರು. ಸುತ್ತೂರು ಮಠಾಧಿಪತಿಗಳಾಗಿ ಶಿಕ್ಷಣ ಸಂಸ್ಥೆಗಳನ್ನು ಸ್ಥಾಪಿಸುವ ಮೂಲಕ ಬಡ ಮಕ್ಕಳ ವಿದ್ಯಾಭ್ಯಾಸಕ್ಕೆ ನೆರವಾದವರು. [283, 1161, 391, 1387]
shivarathri-col-e [283, 1160, 391, 1390]
